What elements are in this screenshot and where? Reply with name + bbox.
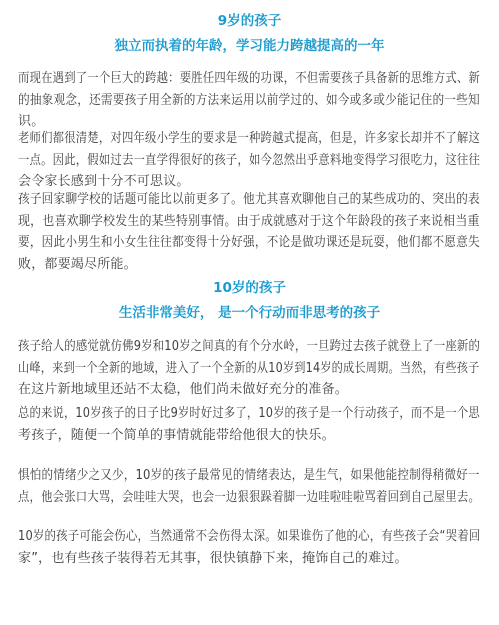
paragraph-line: 现，也喜欢聊学校发生的某些特别事情。由于成就感对于这个年龄段的孩子来说相当重 (18, 213, 480, 229)
paragraph-line: 的抽象观念，还需要孩子用全新的方法来运用以前学过的、如今或多或少能记住的一些知 (18, 92, 480, 108)
paragraph-line: 要，因此小男生和小女生往往都变得十分好强，不论是做功课还是玩耍，他们都不愿意失 (18, 235, 480, 250)
paragraph-line: 一点。因此，假如过去一直学得很好的孩子，如今忽然出乎意料地变得学习很吃力，这往往 (18, 152, 481, 168)
paragraph-line: 总的来说，10岁孩子的日子比9岁时好过多了，10岁的孩子是一个行动孩子，而不是一个思 (18, 406, 480, 421)
paragraph-line: 而现在遇到了一个巨大的跨越：要胜任四年级的功课，不但需要孩子具备新的思维方式、新 (18, 71, 481, 86)
paragraph-line: 会令家长感到十分不可思议。 (18, 174, 190, 189)
paragraph-line: 老师们都很清楚，对四年级小学生的要求是一种跨越式提高，但是，许多家长却并不了解这 (18, 131, 481, 146)
paragraph-line: 10岁的孩子可能会伤心，当然通常不会伤得太深。如果谁伤了他的心，有些孩子会“哭着回 (18, 529, 481, 544)
paragraph-line: 在这片新地域里还站不太稳，他们尚未做好充分的准备。 (18, 382, 349, 397)
paragraph-line: 点，他会张口大骂，会哇哇大哭，也会一边狠狠跺着脚一边哇啦哇啦骂着回到自己屋里去。 (18, 489, 481, 505)
paragraph (18, 465, 480, 508)
section-subtitle-9: 独立而执着的年龄，学习能力跨越提高的一年 (114, 38, 385, 54)
paragraph (18, 526, 480, 569)
paragraph-line: 山峰，来到一个全新的地域，进入了一个全新的从10岁到14岁的成长周期。当然，有些孩子 (18, 360, 480, 376)
paragraph-line: 识。 (18, 114, 45, 129)
paragraph (18, 336, 480, 401)
paragraph-line: 孩子回家聊学校的话题可能比以前更多了。他尤其喜欢聊他自己的某些成功的、突出的表 (18, 192, 480, 207)
paragraph (18, 128, 480, 193)
section-title-10: 10岁的孩子 (213, 280, 286, 296)
paragraph-line: 家”，也有些孩子装得若无其事，很快镇静下来，掩饰自己的难过。 (18, 550, 408, 566)
paragraph (18, 403, 480, 446)
paragraph-line: 败，都要竭尽所能。 (18, 256, 137, 272)
paragraph-line: 考孩子，随便一个简单的事情就能带给他很大的快乐。 (18, 427, 335, 443)
section-title-9: 9岁的孩子 (217, 13, 282, 29)
paragraph-line: 孩子给人的感觉就仿佛9岁和10岁之间真的有个分水岭，一旦跨过去孩子就登上了一座新的 (18, 339, 481, 354)
section-subtitle-10: 生活非常美好， 是一个行动而非思考的孩子 (118, 305, 381, 321)
paragraph (18, 68, 480, 133)
paragraph-line: 惧怕的情绪少之又少，10岁的孩子最常见的情绪表达，是生气，如果他能控制得稍微好一 (18, 468, 480, 483)
paragraph (18, 189, 480, 275)
